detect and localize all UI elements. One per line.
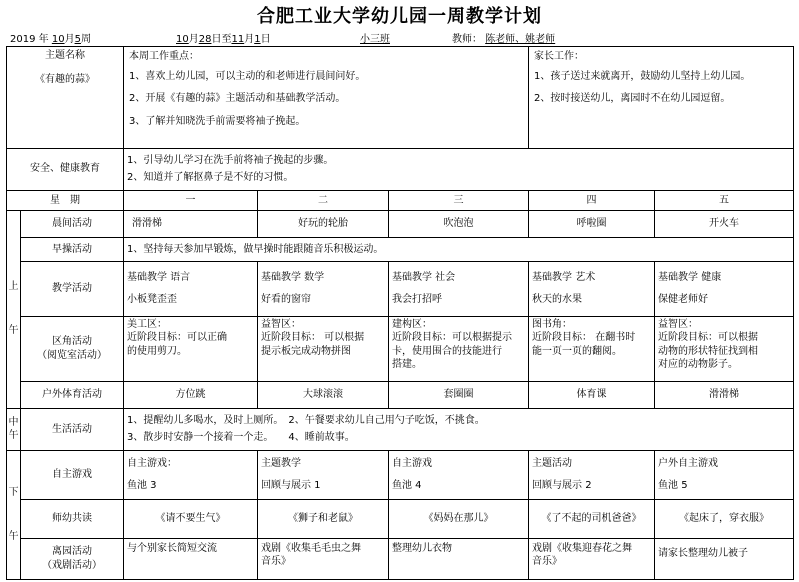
reading-wed: 《妈妈在那儿》 [389, 499, 529, 538]
area-line: 动物的形状特征找到相 [658, 345, 759, 357]
area-line: 近阶段目标：可以根据 [658, 332, 759, 344]
area-line: 近阶段目标： 在翻书时 [532, 332, 636, 344]
area-sublabel: （阅览室活动） [37, 349, 107, 361]
area-label: 区角活动 [52, 336, 92, 348]
theme-name: 《有趣的蒜》 [35, 73, 95, 85]
area-line: 益智区： [658, 318, 699, 330]
area-line: 近阶段目标：可以正确 [127, 332, 227, 344]
area-line: 美工区： [127, 318, 167, 330]
month-suffix: 月 [188, 34, 199, 45]
free-play-detail: 回顾与展示 2 [532, 480, 592, 492]
teaching-subject: 基础教学 语言 [127, 271, 191, 283]
safety-item: 2、知道并了解抠鼻子是不好的习惯。 [127, 171, 294, 183]
area-line: 搭建。 [392, 359, 422, 371]
month-suffix: 月 [244, 34, 255, 45]
page-title: 合肥工业大学幼儿园一周教学计划 [257, 6, 542, 27]
parents-title: 家长工作： [534, 51, 585, 62]
period-morning-label: 上午 [8, 281, 19, 337]
area-fri [655, 316, 794, 382]
teaching-subject: 基础教学 数学 [261, 271, 325, 283]
focus-item: 2、开展《有趣的蒜》主题活动和基础教学活动。 [129, 93, 346, 104]
row-label-outdoor: 户外体育活动 [21, 382, 124, 408]
teaching-topic: 保健老师好 [658, 294, 709, 306]
weekday-fri: 五 [655, 190, 794, 210]
area-line: 提示板完成动物拼图 [261, 345, 351, 357]
leaving-line: 与个别家长简短交流 [127, 542, 217, 554]
outdoor-mon: 方位跳 [124, 382, 258, 408]
teaching-mon [124, 261, 258, 316]
area-line: 近阶段目标： 可以根据 [261, 332, 365, 344]
leaving-line: 请家长整理幼儿被子 [658, 547, 749, 559]
morning-activity-fri: 开火车 [655, 210, 794, 237]
period-afternoon [7, 450, 21, 579]
leaving-line: 整理幼儿衣物 [392, 542, 452, 554]
theme-cell [7, 47, 124, 149]
free-play-type: 户外自主游戏 [658, 457, 719, 469]
parents-cell [529, 47, 794, 149]
outdoor-thu: 体育课 [529, 382, 655, 408]
date-end-day: 1 [254, 34, 261, 45]
area-mon [124, 316, 258, 382]
free-play-detail: 鱼池 3 [127, 480, 157, 492]
date-end-suffix: 日 [260, 34, 271, 45]
row-label-life: 生活活动 [21, 408, 124, 450]
leaving-line: 音乐》 [532, 556, 563, 568]
class-name: 小三班 [360, 34, 390, 45]
weekly-plan-table [6, 46, 794, 580]
week-suffix: 周 [80, 34, 91, 45]
weekday-thu: 四 [529, 190, 655, 210]
teaching-subject: 基础教学 社会 [392, 271, 456, 283]
period-noon [7, 408, 21, 450]
teaching-topic: 小板凳歪歪 [127, 294, 177, 306]
teacher-names: 陈老师、姚老师 [485, 34, 556, 45]
week-value: 5 [74, 34, 81, 45]
reading-fri: 《起床了，穿衣服》 [655, 499, 794, 538]
leaving-wed [389, 538, 529, 579]
row-label-morning-activity: 晨间活动 [21, 210, 124, 237]
date-start-day: 28 [198, 34, 212, 45]
free-play-tue [258, 450, 389, 499]
free-play-wed [389, 450, 529, 499]
free-play-detail: 鱼池 5 [658, 480, 688, 492]
safety-label: 安全、健康教育 [7, 148, 124, 190]
teaching-topic: 我会打招呼 [392, 294, 442, 306]
free-play-type: 自主游戏 [392, 457, 432, 469]
teaching-subject: 基础教学 健康 [658, 271, 722, 283]
date-range [176, 30, 271, 44]
area-line: 能一页一页的翻阅。 [532, 345, 623, 357]
year-suffix: 年 [38, 34, 49, 45]
free-play-type: 自主游戏： [127, 457, 177, 469]
period-morning [7, 210, 21, 408]
leaving-line: 音乐》 [261, 556, 291, 568]
focus-item: 1、喜欢上幼儿园，可以主动的和老师进行晨间问好。 [129, 70, 366, 82]
life-cell [124, 408, 794, 450]
leaving-line: 戏剧《收集迎春花之舞 [532, 542, 633, 554]
row-label-free-play: 自主游戏 [21, 450, 124, 499]
safety-item: 1、引导幼儿学习在洗手前将袖子挽起的步骤。 [127, 155, 334, 167]
parents-item: 1、孩子送过来就离开，鼓励幼儿坚持上幼儿园。 [534, 70, 751, 82]
theme-label: 主题名称 [45, 50, 85, 61]
area-line: 近阶段目标：可以根据提示 [392, 332, 512, 344]
weekday-header-label: 星 期 [7, 190, 124, 210]
area-line: 对应的动物影子。 [658, 359, 739, 371]
area-line: 益智区： [261, 318, 301, 330]
date-week-info [10, 30, 91, 44]
focus-title: 本周工作重点： [129, 51, 199, 62]
weekday-mon: 一 [124, 190, 258, 210]
life-line: 3、散步时安静一个接着一个走。 4、睡前故事。 [127, 431, 355, 443]
morning-activity-thu: 呼啦圈 [529, 210, 655, 237]
row-label-teaching: 教学活动 [21, 261, 124, 316]
teaching-topic: 好看的窗帘 [261, 294, 311, 306]
teaching-fri [655, 261, 794, 316]
free-play-detail: 鱼池 4 [392, 480, 422, 492]
row-label-exercise: 早操活动 [21, 238, 124, 261]
area-thu [529, 316, 655, 382]
exercise-text: 1、坚持每天参加早锻炼，做早操时能跟随音乐积极运动。 [124, 238, 794, 261]
free-play-fri [655, 450, 794, 499]
teaching-thu [529, 261, 655, 316]
parents-item: 2、按时接送幼儿，离园时不在幼儿园逗留。 [534, 93, 731, 104]
row-label-area [21, 316, 124, 382]
leaving-tue [258, 538, 389, 579]
weekday-wed: 三 [389, 190, 529, 210]
year-value: 2019 [10, 34, 36, 45]
morning-activity-tue: 好玩的轮胎 [258, 210, 389, 237]
teacher-info [452, 30, 555, 44]
teaching-subject: 基础教学 艺术 [532, 271, 596, 283]
outdoor-tue: 大球滚滚 [258, 382, 389, 408]
leaving-line: 戏剧《收集毛毛虫之舞 [261, 542, 361, 554]
free-play-thu [529, 450, 655, 499]
focus-cell [124, 47, 529, 149]
weekday-tue: 二 [258, 190, 389, 210]
free-play-type: 主题教学 [261, 457, 301, 469]
leaving-sublabel: （戏剧活动） [42, 559, 102, 571]
month-suffix: 月 [64, 34, 75, 45]
safety-cell [124, 148, 794, 190]
teaching-topic: 秋天的水果 [532, 294, 583, 306]
date-end-month: 11 [231, 34, 245, 45]
life-line: 1、提醒幼儿多喝水，及时上厕所。 2、午餐要求幼儿自己用勺子吃饭，不挑食。 [127, 415, 485, 427]
month-value: 10 [51, 34, 65, 45]
morning-activity-wed: 吹泡泡 [389, 210, 529, 237]
teacher-label: 教师： [452, 34, 482, 45]
period-noon-label: 中午 [8, 416, 19, 442]
row-label-reading: 师幼共读 [21, 499, 124, 538]
area-wed [389, 316, 529, 382]
period-afternoon-label: 下午 [8, 486, 19, 542]
leaving-thu [529, 538, 655, 579]
free-play-mon [124, 450, 258, 499]
area-tue [258, 316, 389, 382]
leaving-label: 离园活动 [52, 546, 92, 558]
area-line: 图书角： [532, 318, 573, 330]
area-line: 建构区： [392, 318, 432, 330]
date-range-mid: 日至 [211, 34, 232, 45]
reading-mon: 《请不要生气》 [124, 499, 258, 538]
area-line: 的使用剪刀。 [127, 345, 187, 357]
leaving-fri [655, 538, 794, 579]
reading-thu: 《了不起的司机爸爸》 [529, 499, 655, 538]
reading-tue: 《狮子和老鼠》 [258, 499, 389, 538]
area-line: 卡，使用围合的技能进行 [392, 345, 502, 357]
date-start-month: 10 [176, 34, 189, 45]
row-label-leaving [21, 538, 124, 579]
free-play-type: 主题活动 [532, 457, 573, 469]
outdoor-fri: 滑滑梯 [655, 382, 794, 408]
focus-item: 3、了解并知晓洗手前需要将袖子挽起。 [129, 115, 306, 127]
free-play-detail: 回顾与展示 1 [261, 480, 321, 492]
morning-activity-mon: 滑滑梯 [124, 210, 258, 237]
teaching-tue [258, 261, 389, 316]
leaving-mon [124, 538, 258, 579]
teaching-wed [389, 261, 529, 316]
outdoor-wed: 套圈圈 [389, 382, 529, 408]
